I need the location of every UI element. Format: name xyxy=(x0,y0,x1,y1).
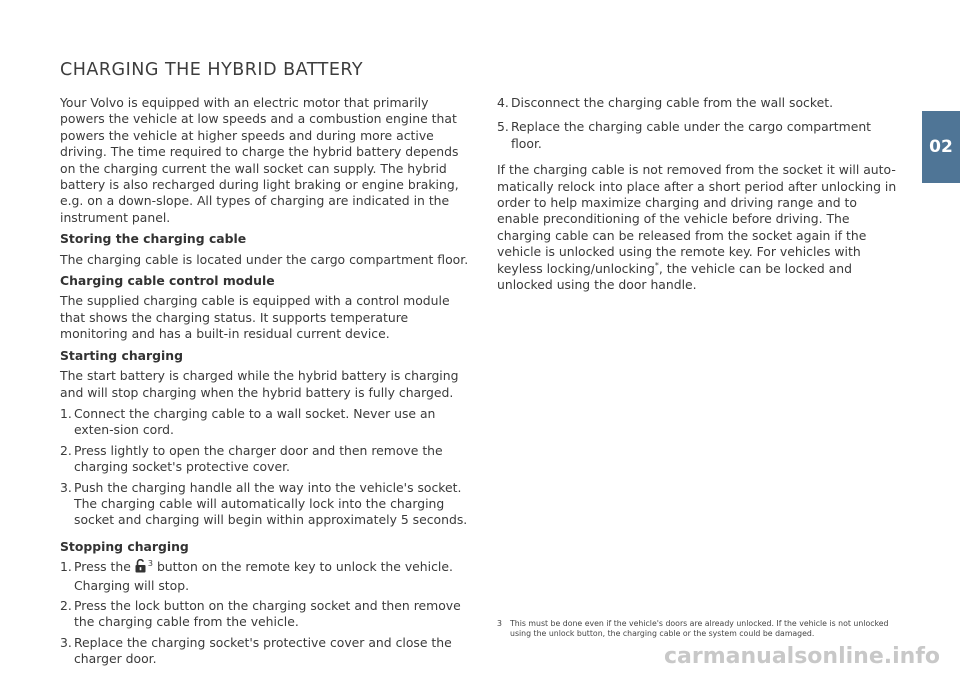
module-paragraph: The supplied charging cable is equipped with a control module that shows the charging status. It supports temperature monitoring and has a built-in residual current device. xyxy=(60,293,450,342)
step-number: 5. xyxy=(497,119,509,135)
list-item xyxy=(497,119,902,152)
step-text: Press the lock button on the charging socket and then remove the charging cable from the vehicle. xyxy=(74,597,461,630)
footnote-mark: 3 xyxy=(497,619,502,628)
continued-steps-list xyxy=(497,95,902,152)
chapter-tab[interactable] xyxy=(922,111,960,183)
unlock-padlock-icon xyxy=(135,559,146,577)
footnote xyxy=(497,619,897,639)
watermark: carmanualsonline.info xyxy=(664,644,940,669)
relock-paragraph xyxy=(497,162,902,293)
step-number: 2. xyxy=(60,597,72,613)
starting-steps-list xyxy=(60,406,470,529)
step-text-post: button on the remote key to unlock the vehicle. Charging will stop. xyxy=(74,559,453,593)
starting-heading: Starting charging xyxy=(60,347,183,363)
right-column xyxy=(497,95,902,298)
relock-text: If the charging cable is not removed from the socket it will auto-matically relock into place after a short period after unlocking in order to help maximize charging and driving range and to enable preconditioning of the vehicle before driving. The charging cable can be released from the socket again if the vehicle is unlocked using the remote key. For vehicles with keyless locking/unlocking xyxy=(497,162,897,276)
step-number: 3. xyxy=(60,479,72,495)
storing-heading: Storing the charging cable xyxy=(60,231,247,247)
step-text: Replace the charging socket's protective cover and close the charger door. xyxy=(74,634,452,667)
page-title: CHARGING THE HYBRID BATTERY xyxy=(60,60,364,80)
list-item xyxy=(60,598,470,631)
footnote-ref: 3 xyxy=(147,559,153,569)
chapter-number: 02 xyxy=(929,137,953,157)
intro-paragraph: Your Volvo is equipped with an electric motor that primarily powers the vehicle at low speeds and a combustion engine that powers the vehicle at higher speeds and during more active driving. The time required to charge the hybrid battery depends on the charging current the wall socket can supply. The hybrid battery is also recharged during light braking or engine braking, e.g. on a down-slope. All types of charging are indicated in the instrument panel. xyxy=(60,95,459,225)
storing-paragraph: The charging cable is located under the cargo compartment floor. xyxy=(60,251,469,267)
step-text: Connect the charging cable to a wall socket. Never use an exten-sion cord. xyxy=(74,405,436,438)
step-number: 4. xyxy=(497,95,509,110)
relock-text-end: , the vehicle can be locked and unlocked using the door handle. xyxy=(497,260,852,293)
stopping-heading: Stopping charging xyxy=(60,538,189,554)
step-number: 2. xyxy=(60,442,72,458)
step-text: Disconnect the charging cable from the wall socket. xyxy=(511,95,834,110)
list-item xyxy=(60,480,470,529)
left-column xyxy=(60,95,470,676)
list-item xyxy=(60,559,470,594)
step-text: Replace the charging cable under the cargo compartment floor. xyxy=(511,119,872,151)
step-text: Push the charging handle all the way into the vehicle's socket. The charging cable will automatically lock into the charging socket and charging will begin within approximately 5 seconds. xyxy=(74,479,468,528)
step-number: 1. xyxy=(60,559,72,575)
list-item xyxy=(497,95,902,111)
list-item xyxy=(60,443,470,476)
step-number: 1. xyxy=(60,405,72,421)
footnote-text: This must be done even if the vehicle's doors are already unlocked. If the vehicle is not unlocked using the unlock button, the charging cable or the system could be damaged. xyxy=(510,619,889,638)
stopping-steps-list xyxy=(60,559,470,667)
step-number: 3. xyxy=(60,634,72,650)
step-text-pre: Press the xyxy=(74,559,131,575)
module-heading: Charging cable control module xyxy=(60,273,275,289)
option-asterisk: * xyxy=(654,260,659,270)
list-item xyxy=(60,406,470,439)
list-item xyxy=(60,635,470,668)
step-text: Press lightly to open the charger door and then remove the charging socket's protective cover. xyxy=(74,442,443,475)
starting-paragraph: The start battery is charged while the hybrid battery is charging and will stop charging when the hybrid battery is fully charged. xyxy=(60,368,459,400)
